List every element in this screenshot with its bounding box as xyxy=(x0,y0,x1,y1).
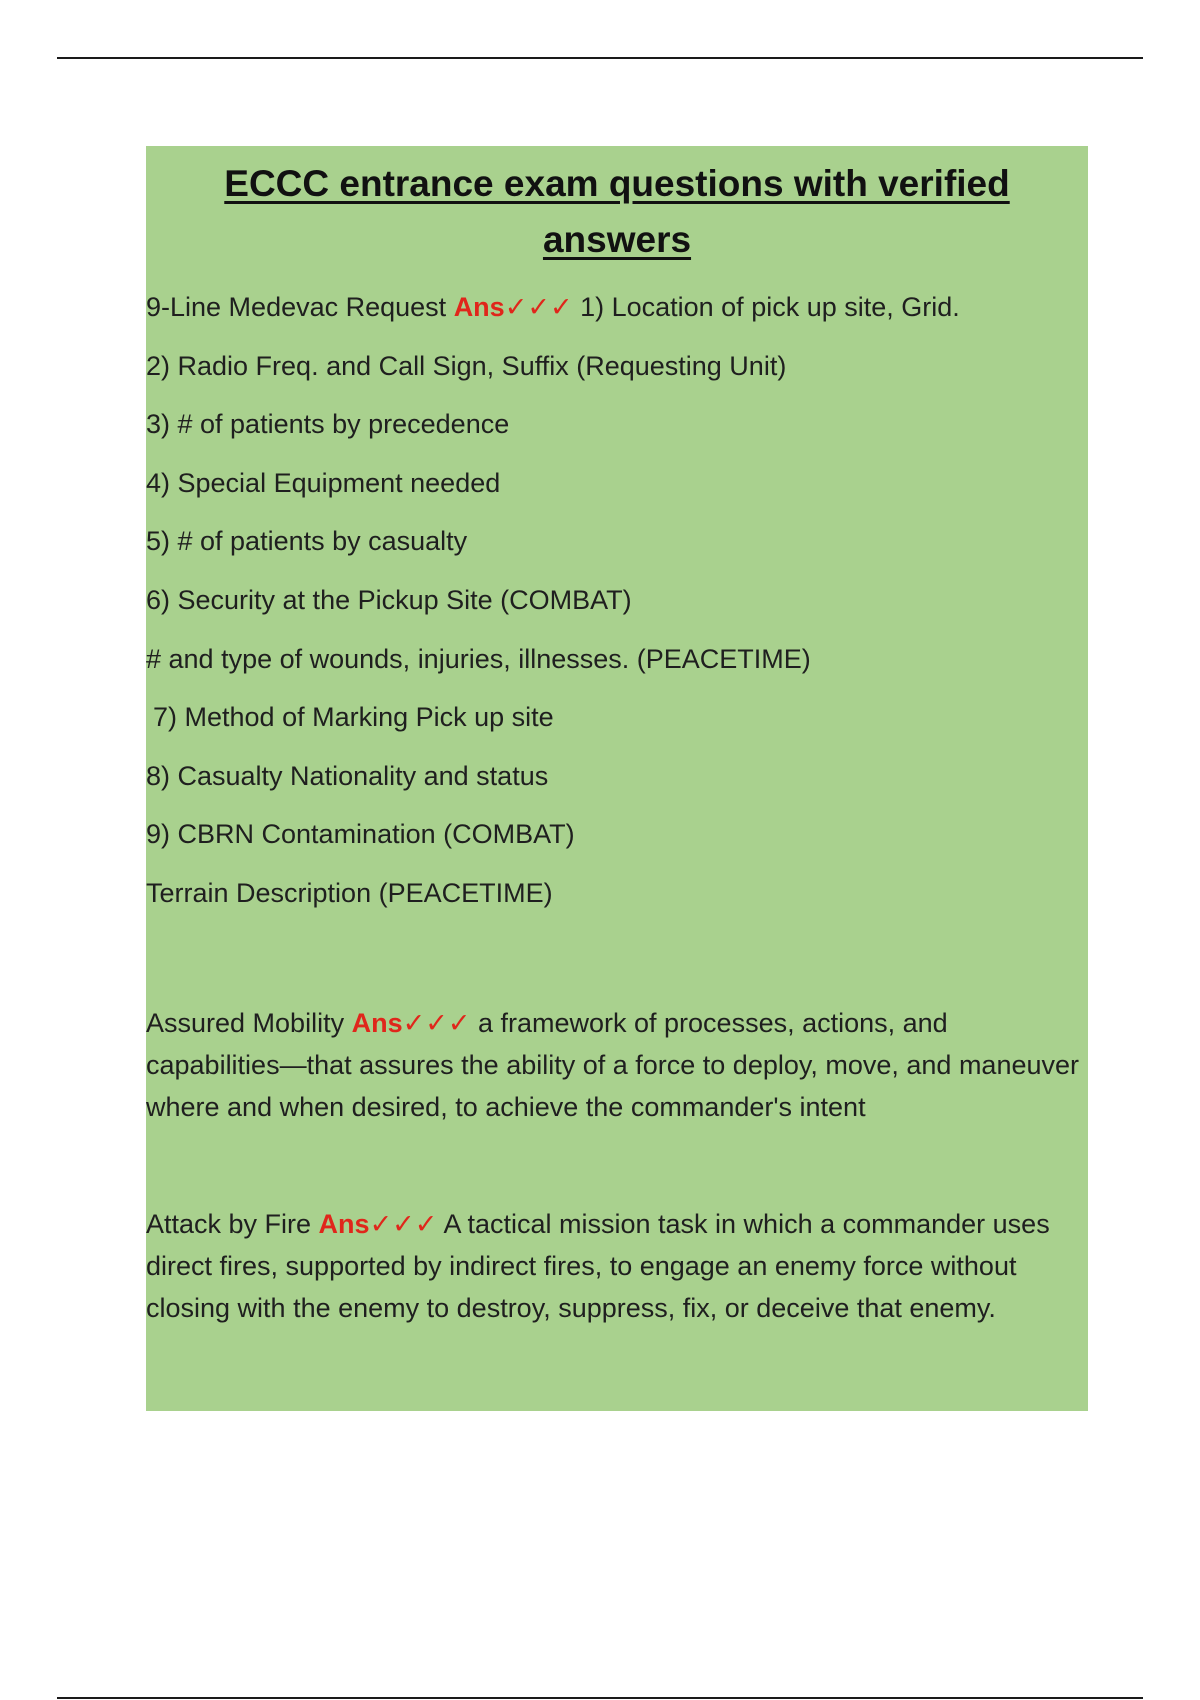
medevac-item: 6) Security at the Pickup Site (COMBAT) xyxy=(146,584,632,615)
assured-mobility-answer: a framework of processes, actions, and capabilities—that assures the ability of a force to deploy, move, and maneuver where and when desired, to achieve the commander's intent xyxy=(146,1007,1080,1122)
medevac-answer-1: 1) Location of pick up site, Grid. xyxy=(572,292,960,322)
question-block xyxy=(146,146,1088,1411)
medevac-item: 8) Casualty Nationality and status xyxy=(146,760,549,791)
assured-mobility-question xyxy=(146,1002,1088,1128)
medevac-item: 9) CBRN Contamination (COMBAT) xyxy=(146,819,575,850)
check-marks: ✓✓✓ xyxy=(402,1007,471,1038)
attack-by-fire-term: Attack by Fire xyxy=(146,1208,319,1239)
check-marks: ✓✓✓ xyxy=(369,1208,438,1239)
document-title xyxy=(146,146,1088,268)
medevac-item: # and type of wounds, injuries, illnesses. (PEACETIME) xyxy=(146,643,811,674)
attack-by-fire-question xyxy=(146,1203,1088,1329)
medevac-item: 4) Special Equipment needed xyxy=(146,467,501,498)
medevac-question xyxy=(146,278,1088,923)
medevac-item: 3) # of patients by precedence xyxy=(146,409,510,440)
medevac-item: 7) Method of Marking Pick up site xyxy=(153,702,554,733)
ans-label: Ans xyxy=(351,1007,403,1038)
ans-label: Ans xyxy=(453,292,505,322)
medevac-first-line xyxy=(146,278,1088,337)
ans-label: Ans xyxy=(318,1208,370,1239)
bottom-rule xyxy=(57,1697,1143,1699)
medevac-item: 5) # of patients by casualty xyxy=(146,526,468,557)
check-marks: ✓✓✓ xyxy=(504,292,573,322)
assured-mobility-term: Assured Mobility xyxy=(146,1007,352,1038)
title-line-1: ECCC entrance exam questions with verified xyxy=(224,163,1010,204)
attack-by-fire-answer: A tactical mission task in which a commander uses direct fires, supported by indirect fires, to engage an enemy force without closing with the enemy to destroy, suppress, fix, or deceive that enemy. xyxy=(146,1208,1050,1323)
top-rule xyxy=(57,57,1143,59)
medevac-item: 2) Radio Freq. and Call Sign, Suffix (Requesting Unit) xyxy=(146,350,787,381)
title-line-2: answers xyxy=(542,219,692,260)
medevac-item: Terrain Description (PEACETIME) xyxy=(146,877,553,908)
medevac-term: 9-Line Medevac Request xyxy=(146,292,454,322)
